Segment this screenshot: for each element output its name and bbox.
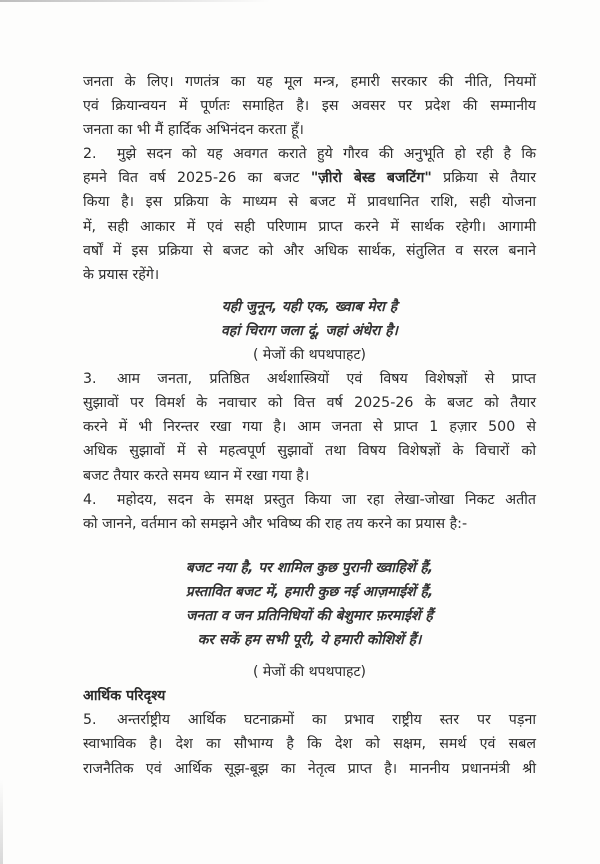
document-body bbox=[83, 70, 536, 781]
verse-line: यही जुनून, यही एक, ख्वाब मेरा है bbox=[221, 298, 398, 315]
verse-line: कर सकें हम सभी पूरी, ये हमारी कोशिशें हैं। bbox=[197, 632, 422, 649]
verse-line: जनता व जन प्रतिनिधियों की बेशुमार फ़रमाईशें हैं bbox=[186, 607, 433, 624]
text-line: एवं क्रियान्वयन में पूर्णतः समाहित है। इस अवसर पर प्रदेश की सम्मानीय bbox=[83, 98, 536, 115]
text-span: अन्तर्राष्ट्रीय आर्थिक घटनाक्रमों का प्रभाव राष्ट्रीय स्तर पर पड़ना bbox=[117, 712, 536, 729]
verse-line: प्रस्तावित बजट में, हमारी कुछ नई आज़माईशें हैं, bbox=[185, 583, 434, 600]
applause-note-1: ( मेजों की थपथपाहट) bbox=[253, 347, 366, 364]
scan-edge-top bbox=[0, 0, 270, 2]
verse-couplet-1 bbox=[83, 295, 536, 343]
text-span: महोदय, सदन के समक्ष प्रस्तुत किया जा रहा लेखा-जोखा निकट अतीत bbox=[117, 491, 536, 508]
paragraph-number: 5. bbox=[83, 712, 97, 729]
text-line: में, सही आकार में एवं सही परिणाम प्राप्त करने में सार्थक रहेगी। आगामी bbox=[83, 218, 537, 235]
zero-based-budgeting-emphasis: "ज़ीरो बेस्ड बजटिंग" bbox=[310, 170, 432, 187]
text-line: वर्षों में इस प्रक्रिया से बजट को और अधिक सार्थक, संतुलित व सरल बनाने bbox=[83, 242, 536, 259]
verse-line: बजट नया है, पर शामिल कुछ पुरानी ख्वाहिशें हैं, bbox=[185, 559, 434, 576]
text-span: मुझे सदन को यह अवगत कराते हुये गौरव की अनुभूति हो रही है कि bbox=[117, 146, 536, 163]
text-line: को जानने, वर्तमान को समझने और भविष्य की राह तय करने का प्रयास है:- bbox=[83, 515, 468, 532]
text-line: के प्रयास रहेंगे। bbox=[83, 266, 160, 283]
verse-quatrain-2 bbox=[83, 556, 536, 652]
text-span: हमने वित वर्ष 2025-26 का बजट bbox=[83, 170, 311, 187]
paragraph-1-continuation bbox=[83, 70, 536, 142]
paragraph-5 bbox=[83, 708, 536, 780]
text-line: करने में भी निरन्तर रखा गया है। आम जनता से प्राप्त 1 हज़ार 500 से bbox=[83, 419, 536, 436]
verse-line: वहां चिराग जला दूं, जहां अंधेरा है। bbox=[221, 322, 398, 339]
text-line: अधिक सुझावों में से महत्वपूर्ण सुझावों तथा विषय विशेषज्ञों के विचारों को bbox=[83, 443, 536, 460]
text-span: प्रक्रिया से तैयार bbox=[431, 170, 536, 187]
paragraph-3 bbox=[83, 367, 536, 487]
text-line: जनता के लिए। गणतंत्र का यह मूल मन्त्र, हमारी सरकार की नीति, नियमों bbox=[83, 74, 536, 90]
scan-edge-left bbox=[0, 780, 3, 864]
text-line bbox=[83, 708, 536, 732]
text-line: सुझावों पर विमर्श के नवाचार को वित्त वर्ष 2025-26 के बजट को तैयार bbox=[83, 395, 536, 412]
text-line bbox=[83, 488, 536, 512]
text-span: आम जनता, प्रतिष्ठित अर्थशास्त्रियों एवं विषय विशेषज्ञों से प्राप्त bbox=[117, 371, 536, 388]
paragraph-number: 4. bbox=[83, 491, 97, 508]
applause-note-2: ( मेजों की थपथपाहट) bbox=[253, 664, 366, 681]
paragraph-2 bbox=[83, 142, 536, 287]
text-line bbox=[83, 367, 536, 391]
text-line: राजनैतिक एवं आर्थिक सूझ-बूझ का नेतृत्व प्राप्त है। माननीय प्रधानमंत्री श्री bbox=[83, 760, 536, 777]
section-heading-economic-scenario: आर्थिक परिदृश्य bbox=[83, 688, 166, 705]
text-line: बजट तैयार करते समय ध्यान में रखा गया है। bbox=[83, 467, 310, 484]
text-line bbox=[83, 142, 536, 166]
text-line: किया है। इस प्रक्रिया के माध्यम से बजट में प्रावधानित राशि, सही योजना bbox=[83, 194, 536, 211]
paragraph-4 bbox=[83, 488, 536, 536]
paragraph-number: 2. bbox=[83, 146, 97, 163]
paragraph-number: 3. bbox=[83, 371, 97, 388]
text-line: स्वाभाविक है। देश का सौभाग्य है कि देश को सक्षम, समर्थ एवं सबल bbox=[83, 736, 536, 753]
text-line bbox=[83, 166, 536, 190]
text-line: जनता का भी मैं हार्दिक अभिनंदन करता हूँ। bbox=[83, 122, 304, 139]
